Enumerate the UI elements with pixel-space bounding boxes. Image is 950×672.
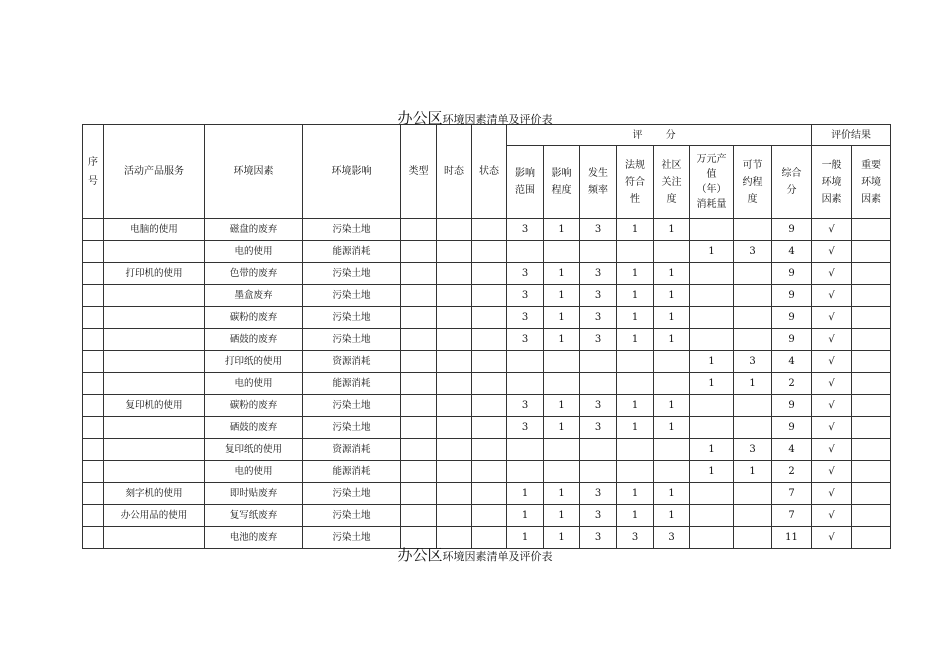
cell-scope: 3 — [507, 263, 544, 285]
cell-scope: 3 — [507, 307, 544, 329]
evaluation-table — [82, 124, 891, 549]
cell-total: 4 — [772, 439, 812, 461]
cell-frequency: 3 — [580, 219, 617, 241]
table-row — [83, 241, 891, 263]
cell-important — [852, 219, 891, 241]
cell-general: √ — [812, 461, 852, 483]
cell-scope: 1 — [507, 527, 544, 549]
cell-scope: 3 — [507, 219, 544, 241]
cell-seq — [83, 241, 104, 263]
cell-degree: 1 — [544, 483, 580, 505]
cell-total: 7 — [772, 483, 812, 505]
cell-consumption: 1 — [690, 373, 734, 395]
cell-important — [852, 483, 891, 505]
cell-concern: 1 — [654, 505, 690, 527]
cell-general: √ — [812, 373, 852, 395]
cell-concern: 1 — [654, 307, 690, 329]
header-degree: 影响 程度 — [544, 146, 580, 219]
cell-general: √ — [812, 307, 852, 329]
cell-type — [401, 263, 437, 285]
cell-degree — [544, 351, 580, 373]
cell-activity — [104, 329, 205, 351]
cell-total: 4 — [772, 241, 812, 263]
cell-impact: 污染土地 — [303, 219, 401, 241]
title-main: 办公区 — [397, 109, 443, 127]
cell-general: √ — [812, 351, 852, 373]
cell-general: √ — [812, 417, 852, 439]
cell-frequency: 3 — [580, 263, 617, 285]
cell-total: 11 — [772, 527, 812, 549]
cell-tense — [437, 241, 472, 263]
cell-general: √ — [812, 527, 852, 549]
cell-activity — [104, 417, 205, 439]
cell-tense — [437, 417, 472, 439]
table-row — [83, 373, 891, 395]
cell-state — [472, 307, 507, 329]
cell-type — [401, 417, 437, 439]
cell-saving — [734, 307, 772, 329]
cell-concern: 1 — [654, 329, 690, 351]
cell-frequency: 3 — [580, 483, 617, 505]
cell-factor: 复写纸废弃 — [205, 505, 303, 527]
cell-important — [852, 395, 891, 417]
cell-factor: 色带的废弃 — [205, 263, 303, 285]
cell-saving: 1 — [734, 373, 772, 395]
cell-total: 9 — [772, 417, 812, 439]
cell-factor: 硒鼓的废弃 — [205, 417, 303, 439]
cell-impact: 污染土地 — [303, 329, 401, 351]
cell-state — [472, 373, 507, 395]
table-row — [83, 285, 891, 307]
cell-concern — [654, 461, 690, 483]
cell-degree: 1 — [544, 329, 580, 351]
table-row — [83, 263, 891, 285]
cell-activity — [104, 351, 205, 373]
table-row — [83, 439, 891, 461]
cell-factor: 磁盘的废弃 — [205, 219, 303, 241]
cell-seq — [83, 505, 104, 527]
cell-degree: 1 — [544, 395, 580, 417]
cell-general: √ — [812, 219, 852, 241]
cell-total: 9 — [772, 307, 812, 329]
cell-frequency: 3 — [580, 285, 617, 307]
header-score-group: 评 分 — [507, 125, 812, 146]
cell-state — [472, 439, 507, 461]
cell-frequency: 3 — [580, 395, 617, 417]
cell-activity — [104, 241, 205, 263]
table-row — [83, 395, 891, 417]
cell-tense — [437, 439, 472, 461]
cell-compliance: 1 — [617, 285, 654, 307]
cell-important — [852, 351, 891, 373]
cell-degree: 1 — [544, 417, 580, 439]
cell-consumption — [690, 395, 734, 417]
cell-activity: 办公用品的使用 — [104, 505, 205, 527]
cell-degree: 1 — [544, 263, 580, 285]
cell-factor: 电池的废弃 — [205, 527, 303, 549]
cell-seq — [83, 219, 104, 241]
cell-type — [401, 241, 437, 263]
cell-compliance: 1 — [617, 483, 654, 505]
header-state: 状态 — [472, 125, 507, 219]
cell-tense — [437, 505, 472, 527]
cell-frequency: 3 — [580, 307, 617, 329]
cell-scope — [507, 241, 544, 263]
cell-state — [472, 505, 507, 527]
header-impact: 环境影响 — [303, 125, 401, 219]
title-sub: 环境因素清单及评价表 — [442, 113, 553, 126]
cell-state — [472, 241, 507, 263]
cell-total: 2 — [772, 461, 812, 483]
cell-saving: 3 — [734, 351, 772, 373]
cell-factor: 电的使用 — [205, 373, 303, 395]
cell-frequency — [580, 461, 617, 483]
table-row — [83, 461, 891, 483]
cell-concern: 1 — [654, 417, 690, 439]
cell-frequency: 3 — [580, 527, 617, 549]
cell-frequency — [580, 373, 617, 395]
cell-consumption: 1 — [690, 241, 734, 263]
cell-frequency: 3 — [580, 505, 617, 527]
cell-total: 9 — [772, 329, 812, 351]
cell-important — [852, 307, 891, 329]
cell-compliance — [617, 439, 654, 461]
cell-factor: 电的使用 — [205, 461, 303, 483]
cell-activity — [104, 461, 205, 483]
cell-degree — [544, 241, 580, 263]
cell-degree — [544, 373, 580, 395]
header-scope: 影响 范围 — [507, 146, 544, 219]
cell-activity — [104, 373, 205, 395]
cell-general: √ — [812, 263, 852, 285]
cell-factor: 碳粉的废弃 — [205, 307, 303, 329]
cell-saving: 1 — [734, 461, 772, 483]
cell-impact: 污染土地 — [303, 307, 401, 329]
cell-seq — [83, 285, 104, 307]
cell-seq — [83, 417, 104, 439]
cell-frequency — [580, 439, 617, 461]
cell-saving — [734, 263, 772, 285]
cell-activity: 刻字机的使用 — [104, 483, 205, 505]
cell-impact: 污染土地 — [303, 263, 401, 285]
header-consumption: 万元产 值 （年） 消耗量 — [690, 146, 734, 219]
cell-degree: 1 — [544, 307, 580, 329]
cell-factor: 电的使用 — [205, 241, 303, 263]
cell-saving — [734, 285, 772, 307]
cell-general: √ — [812, 285, 852, 307]
cell-degree: 1 — [544, 505, 580, 527]
cell-state — [472, 351, 507, 373]
cell-consumption — [690, 329, 734, 351]
header-concern: 社区 关注 度 — [654, 146, 690, 219]
cell-compliance: 1 — [617, 307, 654, 329]
cell-important — [852, 263, 891, 285]
cell-scope — [507, 439, 544, 461]
cell-impact: 污染土地 — [303, 505, 401, 527]
cell-consumption: 1 — [690, 461, 734, 483]
cell-compliance: 1 — [617, 263, 654, 285]
header-important: 重要 环境 因素 — [852, 146, 891, 219]
cell-total: 9 — [772, 219, 812, 241]
cell-impact: 能源消耗 — [303, 461, 401, 483]
cell-scope: 3 — [507, 395, 544, 417]
cell-consumption — [690, 263, 734, 285]
cell-saving — [734, 395, 772, 417]
footer-title-sub: 环境因素清单及评价表 — [442, 550, 553, 563]
header-saving: 可节 约程 度 — [734, 146, 772, 219]
table-row — [83, 307, 891, 329]
header-seq: 序 号 — [83, 125, 104, 219]
cell-concern — [654, 439, 690, 461]
cell-compliance: 1 — [617, 219, 654, 241]
cell-total: 9 — [772, 395, 812, 417]
cell-general: √ — [812, 329, 852, 351]
cell-degree: 1 — [544, 219, 580, 241]
table-row — [83, 483, 891, 505]
cell-general: √ — [812, 241, 852, 263]
cell-tense — [437, 285, 472, 307]
cell-type — [401, 219, 437, 241]
cell-total: 9 — [772, 263, 812, 285]
cell-saving: 3 — [734, 241, 772, 263]
cell-general: √ — [812, 395, 852, 417]
cell-impact: 能源消耗 — [303, 373, 401, 395]
cell-concern: 1 — [654, 263, 690, 285]
cell-impact: 资源消耗 — [303, 439, 401, 461]
cell-scope: 3 — [507, 285, 544, 307]
header-activity: 活动产品服务 — [104, 125, 205, 219]
cell-saving — [734, 219, 772, 241]
cell-factor: 打印纸的使用 — [205, 351, 303, 373]
cell-concern — [654, 351, 690, 373]
cell-seq — [83, 351, 104, 373]
cell-tense — [437, 461, 472, 483]
cell-important — [852, 373, 891, 395]
cell-total: 9 — [772, 285, 812, 307]
cell-consumption — [690, 219, 734, 241]
cell-consumption — [690, 307, 734, 329]
cell-type — [401, 373, 437, 395]
cell-important — [852, 241, 891, 263]
cell-scope: 3 — [507, 417, 544, 439]
cell-compliance — [617, 461, 654, 483]
header-total: 综合 分 — [772, 146, 812, 219]
cell-consumption — [690, 483, 734, 505]
cell-consumption: 1 — [690, 439, 734, 461]
cell-factor: 复印纸的使用 — [205, 439, 303, 461]
cell-impact: 污染土地 — [303, 417, 401, 439]
cell-seq — [83, 395, 104, 417]
cell-saving: 3 — [734, 439, 772, 461]
cell-frequency: 3 — [580, 329, 617, 351]
cell-state — [472, 483, 507, 505]
cell-compliance — [617, 351, 654, 373]
cell-compliance: 1 — [617, 417, 654, 439]
cell-saving — [734, 417, 772, 439]
cell-state — [472, 219, 507, 241]
cell-concern: 1 — [654, 483, 690, 505]
cell-important — [852, 417, 891, 439]
table-row — [83, 351, 891, 373]
header-general: 一般 环境 因素 — [812, 146, 852, 219]
cell-seq — [83, 483, 104, 505]
cell-total: 7 — [772, 505, 812, 527]
footer-title — [0, 544, 950, 565]
cell-scope: 3 — [507, 329, 544, 351]
cell-type — [401, 505, 437, 527]
cell-compliance — [617, 241, 654, 263]
header-result-group: 评价结果 — [812, 125, 891, 146]
cell-consumption — [690, 285, 734, 307]
cell-compliance — [617, 373, 654, 395]
table-row — [83, 505, 891, 527]
cell-scope — [507, 351, 544, 373]
cell-seq — [83, 439, 104, 461]
cell-state — [472, 395, 507, 417]
header-frequency: 发生 频率 — [580, 146, 617, 219]
cell-important — [852, 439, 891, 461]
cell-impact: 污染土地 — [303, 527, 401, 549]
cell-tense — [437, 351, 472, 373]
cell-seq — [83, 373, 104, 395]
cell-important — [852, 285, 891, 307]
cell-concern: 1 — [654, 219, 690, 241]
cell-frequency — [580, 241, 617, 263]
cell-tense — [437, 373, 472, 395]
cell-type — [401, 329, 437, 351]
cell-impact: 污染土地 — [303, 483, 401, 505]
cell-general: √ — [812, 439, 852, 461]
cell-seq — [83, 329, 104, 351]
cell-saving — [734, 483, 772, 505]
cell-degree — [544, 439, 580, 461]
cell-factor: 墨盒废弃 — [205, 285, 303, 307]
header-type: 类型 — [401, 125, 437, 219]
cell-activity: 打印机的使用 — [104, 263, 205, 285]
cell-concern: 1 — [654, 285, 690, 307]
cell-tense — [437, 483, 472, 505]
cell-degree — [544, 461, 580, 483]
cell-general: √ — [812, 505, 852, 527]
cell-type — [401, 395, 437, 417]
cell-factor: 硒鼓的废弃 — [205, 329, 303, 351]
cell-concern — [654, 241, 690, 263]
cell-general: √ — [812, 483, 852, 505]
cell-type — [401, 307, 437, 329]
cell-state — [472, 285, 507, 307]
cell-state — [472, 263, 507, 285]
cell-important — [852, 461, 891, 483]
cell-seq — [83, 307, 104, 329]
cell-state — [472, 417, 507, 439]
cell-tense — [437, 329, 472, 351]
cell-tense — [437, 395, 472, 417]
cell-total: 2 — [772, 373, 812, 395]
cell-impact: 污染土地 — [303, 285, 401, 307]
cell-concern: 3 — [654, 527, 690, 549]
cell-concern — [654, 373, 690, 395]
header-compliance: 法规 符合 性 — [617, 146, 654, 219]
cell-tense — [437, 307, 472, 329]
cell-scope: 1 — [507, 505, 544, 527]
table-row — [83, 219, 891, 241]
cell-scope — [507, 461, 544, 483]
cell-factor: 碳粉的废弃 — [205, 395, 303, 417]
cell-type — [401, 285, 437, 307]
cell-concern: 1 — [654, 395, 690, 417]
cell-consumption — [690, 505, 734, 527]
cell-saving — [734, 329, 772, 351]
cell-consumption: 1 — [690, 351, 734, 373]
cell-type — [401, 439, 437, 461]
cell-type — [401, 483, 437, 505]
cell-important — [852, 505, 891, 527]
cell-activity: 电脑的使用 — [104, 219, 205, 241]
cell-impact: 能源消耗 — [303, 241, 401, 263]
cell-scope: 1 — [507, 483, 544, 505]
cell-saving — [734, 505, 772, 527]
cell-activity: 复印机的使用 — [104, 395, 205, 417]
cell-type — [401, 351, 437, 373]
cell-activity — [104, 285, 205, 307]
cell-compliance: 1 — [617, 505, 654, 527]
cell-degree: 1 — [544, 527, 580, 549]
cell-consumption — [690, 417, 734, 439]
cell-impact: 污染土地 — [303, 395, 401, 417]
footer-title-main: 办公区 — [397, 546, 443, 564]
cell-frequency — [580, 351, 617, 373]
cell-total: 4 — [772, 351, 812, 373]
cell-tense — [437, 219, 472, 241]
cell-scope — [507, 373, 544, 395]
cell-frequency: 3 — [580, 417, 617, 439]
cell-impact: 资源消耗 — [303, 351, 401, 373]
header-tense: 时态 — [437, 125, 472, 219]
cell-tense — [437, 263, 472, 285]
cell-activity — [104, 307, 205, 329]
cell-degree: 1 — [544, 285, 580, 307]
cell-compliance: 1 — [617, 329, 654, 351]
table-row — [83, 417, 891, 439]
cell-seq — [83, 461, 104, 483]
cell-type — [401, 461, 437, 483]
cell-compliance: 1 — [617, 395, 654, 417]
table-row — [83, 329, 891, 351]
cell-important — [852, 329, 891, 351]
cell-factor: 即时贴废弃 — [205, 483, 303, 505]
cell-state — [472, 461, 507, 483]
header-factor: 环境因素 — [205, 125, 303, 219]
cell-compliance: 3 — [617, 527, 654, 549]
cell-seq — [83, 263, 104, 285]
cell-state — [472, 329, 507, 351]
cell-activity — [104, 439, 205, 461]
